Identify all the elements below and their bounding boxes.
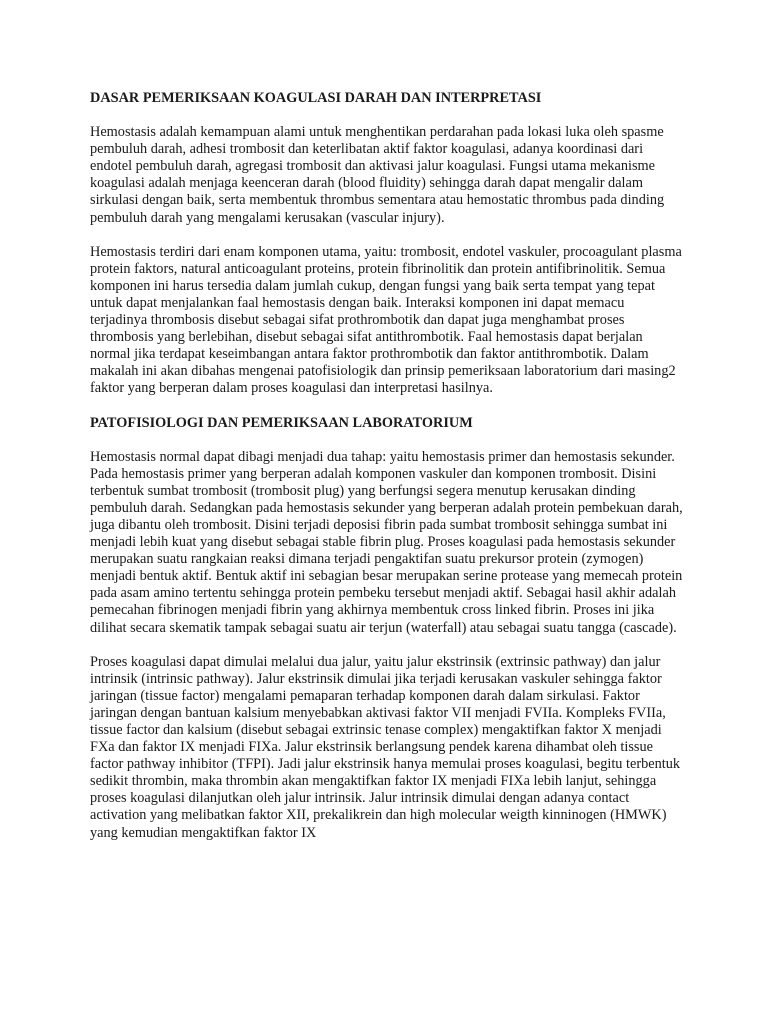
document-title: DASAR PEMERIKSAAN KOAGULASI DARAH DAN INTERPRETASI (90, 90, 542, 106)
intro-paragraph-2: Hemostasis terdiri dari enam komponen utama, yaitu: trombosit, endotel vaskuler, procoagulant plasma protein faktors, natural anticoagulant proteins, protein fibrinolitik dan protein antifibrinolitik. Semua komponen ini harus tersedia dalam jumlah cukup, dengan fungsi yang baik serta tempat yang tepat untuk dapat menjalankan faal hemostasis dengan baik. Interaksi komponen ini dapat memacu terjadinya thrombosis disebut sebagai sifat prothrombotik dan dapat juga menghambat proses thrombosis yang berlebihan, disebut sebagai sifat antithrombotik. Faal hemostasis dapat berjalan normal jika terdapat keseimbangan antara faktor prothrombotik dan faktor antithrombotik. Dalam makalah ini akan dibahas mengenai patofisiologik dan prinsip pemeriksaan laboratorium dari masing2 faktor yang berperan dalam proses koagulasi dan interpretasi hasilnya. (90, 243, 682, 397)
document-body (90, 90, 685, 842)
intro-paragraph-1: Hemostasis adalah kemampuan alami untuk menghentikan perdarahan pada lokasi luka oleh spasme pembuluh darah, adhesi trombosit dan keterlibatan aktif faktor koagulasi, adanya koordinasi dari endotel pembuluh darah, agregasi trombosit dan aktivasi jalur koagulasi. Fungsi utama mekanisme koagulasi adalah menjaga keenceran darah (blood fluidity) sehingga darah dapat mengalir dalam sirkulasi dengan baik, serta membentuk thrombus sementara atau hemostatic thrombus pada dinding pembuluh darah yang mengalami kerusakan (vascular injury). (90, 124, 665, 226)
section-paragraph-2: Proses koagulasi dapat dimulai melalui dua jalur, yaitu jalur ekstrinsik (extrinsic pathway) dan jalur intrinsik (intrinsic pathway). Jalur ekstrinsik dimulai jika terjadi kerusakan vaskuler sehingga faktor jaringan (tissue factor) mengalami pemaparan terhadap komponen darah dalam sirkulasi. Faktor jaringan dengan bantuan kalsium menyebabkan aktivasi faktor VII menjadi FVIIa. Kompleks FVIIa, tissue factor dan kalsium (disebut sebagai extrinsic tenase complex) mengaktifkan faktor X menjadi FXa dan faktor IX menjadi FIXa. Jalur ekstrinsik berlangsung pendek karena dihambat oleh tissue factor pathway inhibitor (TFPI). Jadi jalur ekstrinsik hanya memulai proses koagulasi, begitu terbentuk sedikit thrombin, maka thrombin akan mengaktifkan faktor IX menjadi FIXa lebih lanjut, sehingga proses koagulasi dilanjutkan oleh jalur intrinsik. Jalur intrinsik dimulai dengan adanya contact activation yang melibatkan faktor XII, prekalikrein dan high molecular weigth kinninogen (HMWK) yang kemudian mengaktifkan faktor IX (90, 653, 681, 841)
section-paragraph-1: Hemostasis normal dapat dibagi menjadi dua tahap: yaitu hemostasis primer dan hemostasis sekunder. Pada hemostasis primer yang berperan adalah komponen vaskuler dan komponen trombosit. Disini terbentuk sumbat trombosit (trombosit plug) yang berfungsi segera menutup kerusakan dinding pembuluh darah. Sedangkan pada hemostasis sekunder yang berperan adalah protein pembekuan darah, juga dibantu oleh trombosit. Disini terjadi deposisi fibrin pada sumbat trombosit sehingga sumbat ini menjadi lebih kuat yang disebut sebagai stable fibrin plug. Proses koagulasi pada hemostasis sekunder merupakan suatu rangkaian reaksi dimana terjadi pengaktifan suatu prekursor protein (zymogen) menjadi bentuk aktif. Bentuk aktif ini sebagian besar merupakan serine protease yang memecah protein pada asam amino tertentu sehingga protein pembeku tersebut menjadi aktif. Sebagai hasil akhir adalah pemecahan fibrinogen menjadi fibrin yang akhirnya membentuk cross linked fibrin. Proses ini jika dilihat secara skematik tampak sebagai suatu air terjun (waterfall) atau sebagai suatu tangga (cascade). (90, 448, 683, 636)
section-heading: PATOFISIOLOGI DAN PEMERIKSAAN LABORATORIUM (90, 414, 473, 431)
